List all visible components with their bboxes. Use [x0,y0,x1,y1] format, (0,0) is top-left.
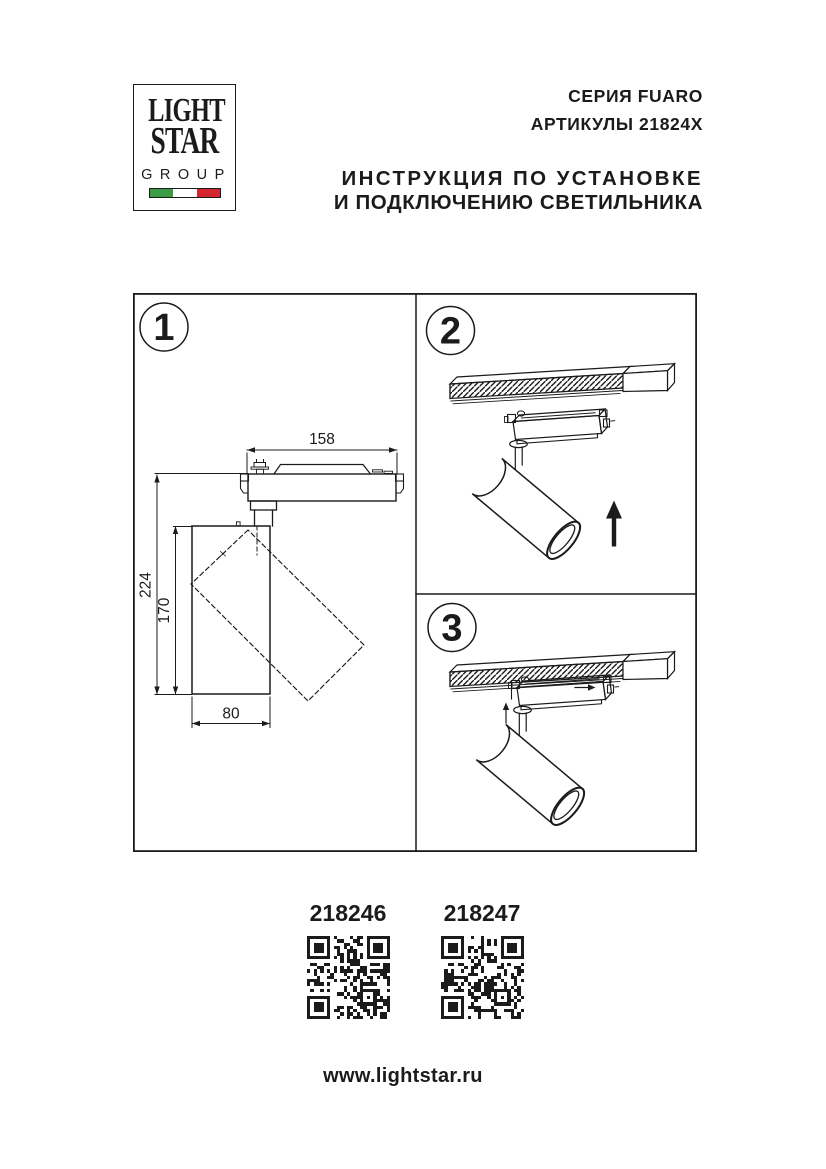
flag-stripe-green [150,189,173,197]
website-url: www.lightstar.ru [323,1065,483,1087]
step-2-number: 2 [439,310,462,353]
article-number-1: 218246 [309,900,387,926]
installation-diagram [133,293,697,852]
panel-1-technical-drawing [138,431,404,728]
dim-body-height: 170 [156,597,173,624]
spotlight-cylinder [472,458,585,564]
series-name: СЕРИЯ FUARO [568,86,703,106]
step-3-number: 3 [441,607,463,650]
flag-stripe-red [197,189,220,197]
instruction-title [334,167,703,214]
track-adapter-side-view [248,474,396,501]
italian-flag-bar [149,188,221,198]
spotlight-assembly-mounted [476,675,618,830]
instruction-title-line2: И ПОДКЛЮЧЕНИЮ СВЕТИЛЬНИКА [333,190,703,214]
logo-text-group: GROUP [141,167,232,183]
panel-3-step-badge [428,604,476,652]
step-1-number: 1 [153,307,175,349]
lens-opening [542,517,586,564]
dim-track-width: 158 [309,431,335,448]
instruction-title-line1: ИНСТРУКЦИЯ ПО УСТАНОВКЕ [341,167,703,190]
lamp-body-outline [192,526,270,694]
header-series-block [531,82,703,138]
articles-line: АРТИКУЛЫ 21824X [530,114,703,134]
logo-text-light: LIGHT [148,92,225,129]
qr-code-article-2 [441,936,524,1019]
spotlight-assembly [472,409,614,564]
track-rail [450,364,675,404]
logo-text-star: STAR [150,120,219,162]
panel-1-step-badge [140,303,188,351]
flag-stripe-white [173,189,196,197]
qr-code-article-1 [307,936,390,1019]
article-number-2: 218247 [443,900,521,926]
dim-body-width: 80 [222,705,240,723]
lightstar-logo [133,84,236,211]
arrow-up-icon [606,501,622,547]
arrow-up-small-icon [503,703,509,711]
track-rail-mounted [450,652,675,692]
arrow-right-small-icon [588,684,596,690]
lamp-body-tilted-dashed [191,530,364,701]
panel-2-step-badge [427,307,475,355]
dim-total-height: 224 [137,572,155,598]
